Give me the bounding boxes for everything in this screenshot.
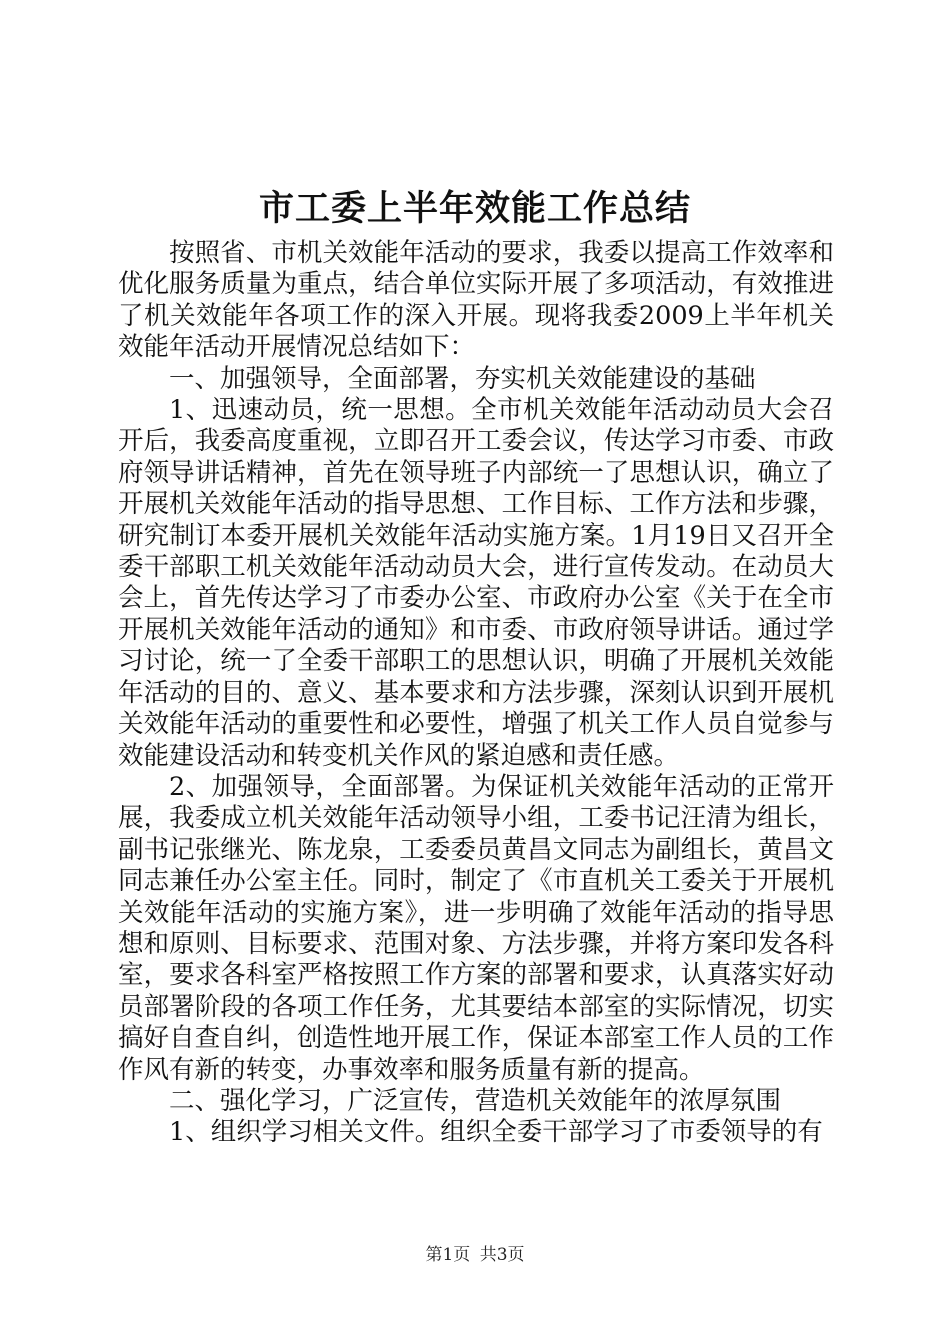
page-number: 第1页 (425, 1245, 471, 1265)
page-total: 共3页 (479, 1245, 525, 1265)
section-heading-2: 二、强化学习，广泛宣传，营造机关效能年的浓厚氛围 (169, 1085, 782, 1116)
paragraph-2-1: 1、组织学习相关文件。组织全委干部学习了市委领导的有 (169, 1117, 823, 1148)
document-title: 市工委上半年效能工作总结 (258, 188, 691, 229)
paragraph-1-1: 1、迅速动员，统一思想。全市机关效能年活动动员大会召开后，我委高度重视，立即召开工委会议，传达学习市委、市政府领导讲话精神，首先在领导班子内部统一了思想认识，确立了开展机关效能年活动的指导思想、工作目标、工作方法和步骤，研究制订本委开展机关效能年活动实施方案。1月19日又召开全委干部职工机关效能年活动动员大会，进行宣传发动。在动员大会上，首先传达学习了市委办公室、市政府办公室《关于在全市开展机关效能年活动的通知》和市委、市政府领导讲话。通过学习讨论，统一了全委干部职工的思想认识，明确了开展机关效能年活动的目的、意义、基本要求和方法步骤，深刻认识到开展机关效能年活动的重要性和必要性，增强了机关工作人员自觉参与效能建设活动和转变机关作风的紧迫感和责任感。 (118, 395, 834, 771)
paragraph-1-2: 2、加强领导，全面部署。为保证机关效能年活动的正常开展，我委成立机关效能年活动领导小组，工委书记汪清为组长，副书记张继光、陈龙泉，工委委员黄昌文同志为副组长，黄昌文同志兼任办公室主任。同时，制定了《市直机关工委关于开展机关效能年活动的实施方案》，进一步明确了效能年活动的指导思想和原则、目标要求、范围对象、方法步骤，并将方案印发各科室，要求各科室严格按照工作方案的部署和要求，认真落实好动员部署阶段的各项工作任务，尤其要结本部室的实际情况，切实搞好自查自纠，创造性地开展工作，保证本部室工作人员的工作作风有新的转变，办事效率和服务质量有新的提高。 (118, 771, 834, 1085)
page-footer (0, 1243, 950, 1267)
paragraph-intro: 按照省、市机关效能年活动的要求，我委以提高工作效率和优化服务质量为重点，结合单位实际开展了多项活动，有效推进了机关效能年各项工作的深入开展。现将我委2009上半年机关效能年活动开展情况总结如下： (118, 238, 834, 363)
section-heading-1: 一、加强领导，全面部署，夯实机关效能建设的基础 (169, 363, 756, 394)
document-body (118, 238, 834, 1149)
